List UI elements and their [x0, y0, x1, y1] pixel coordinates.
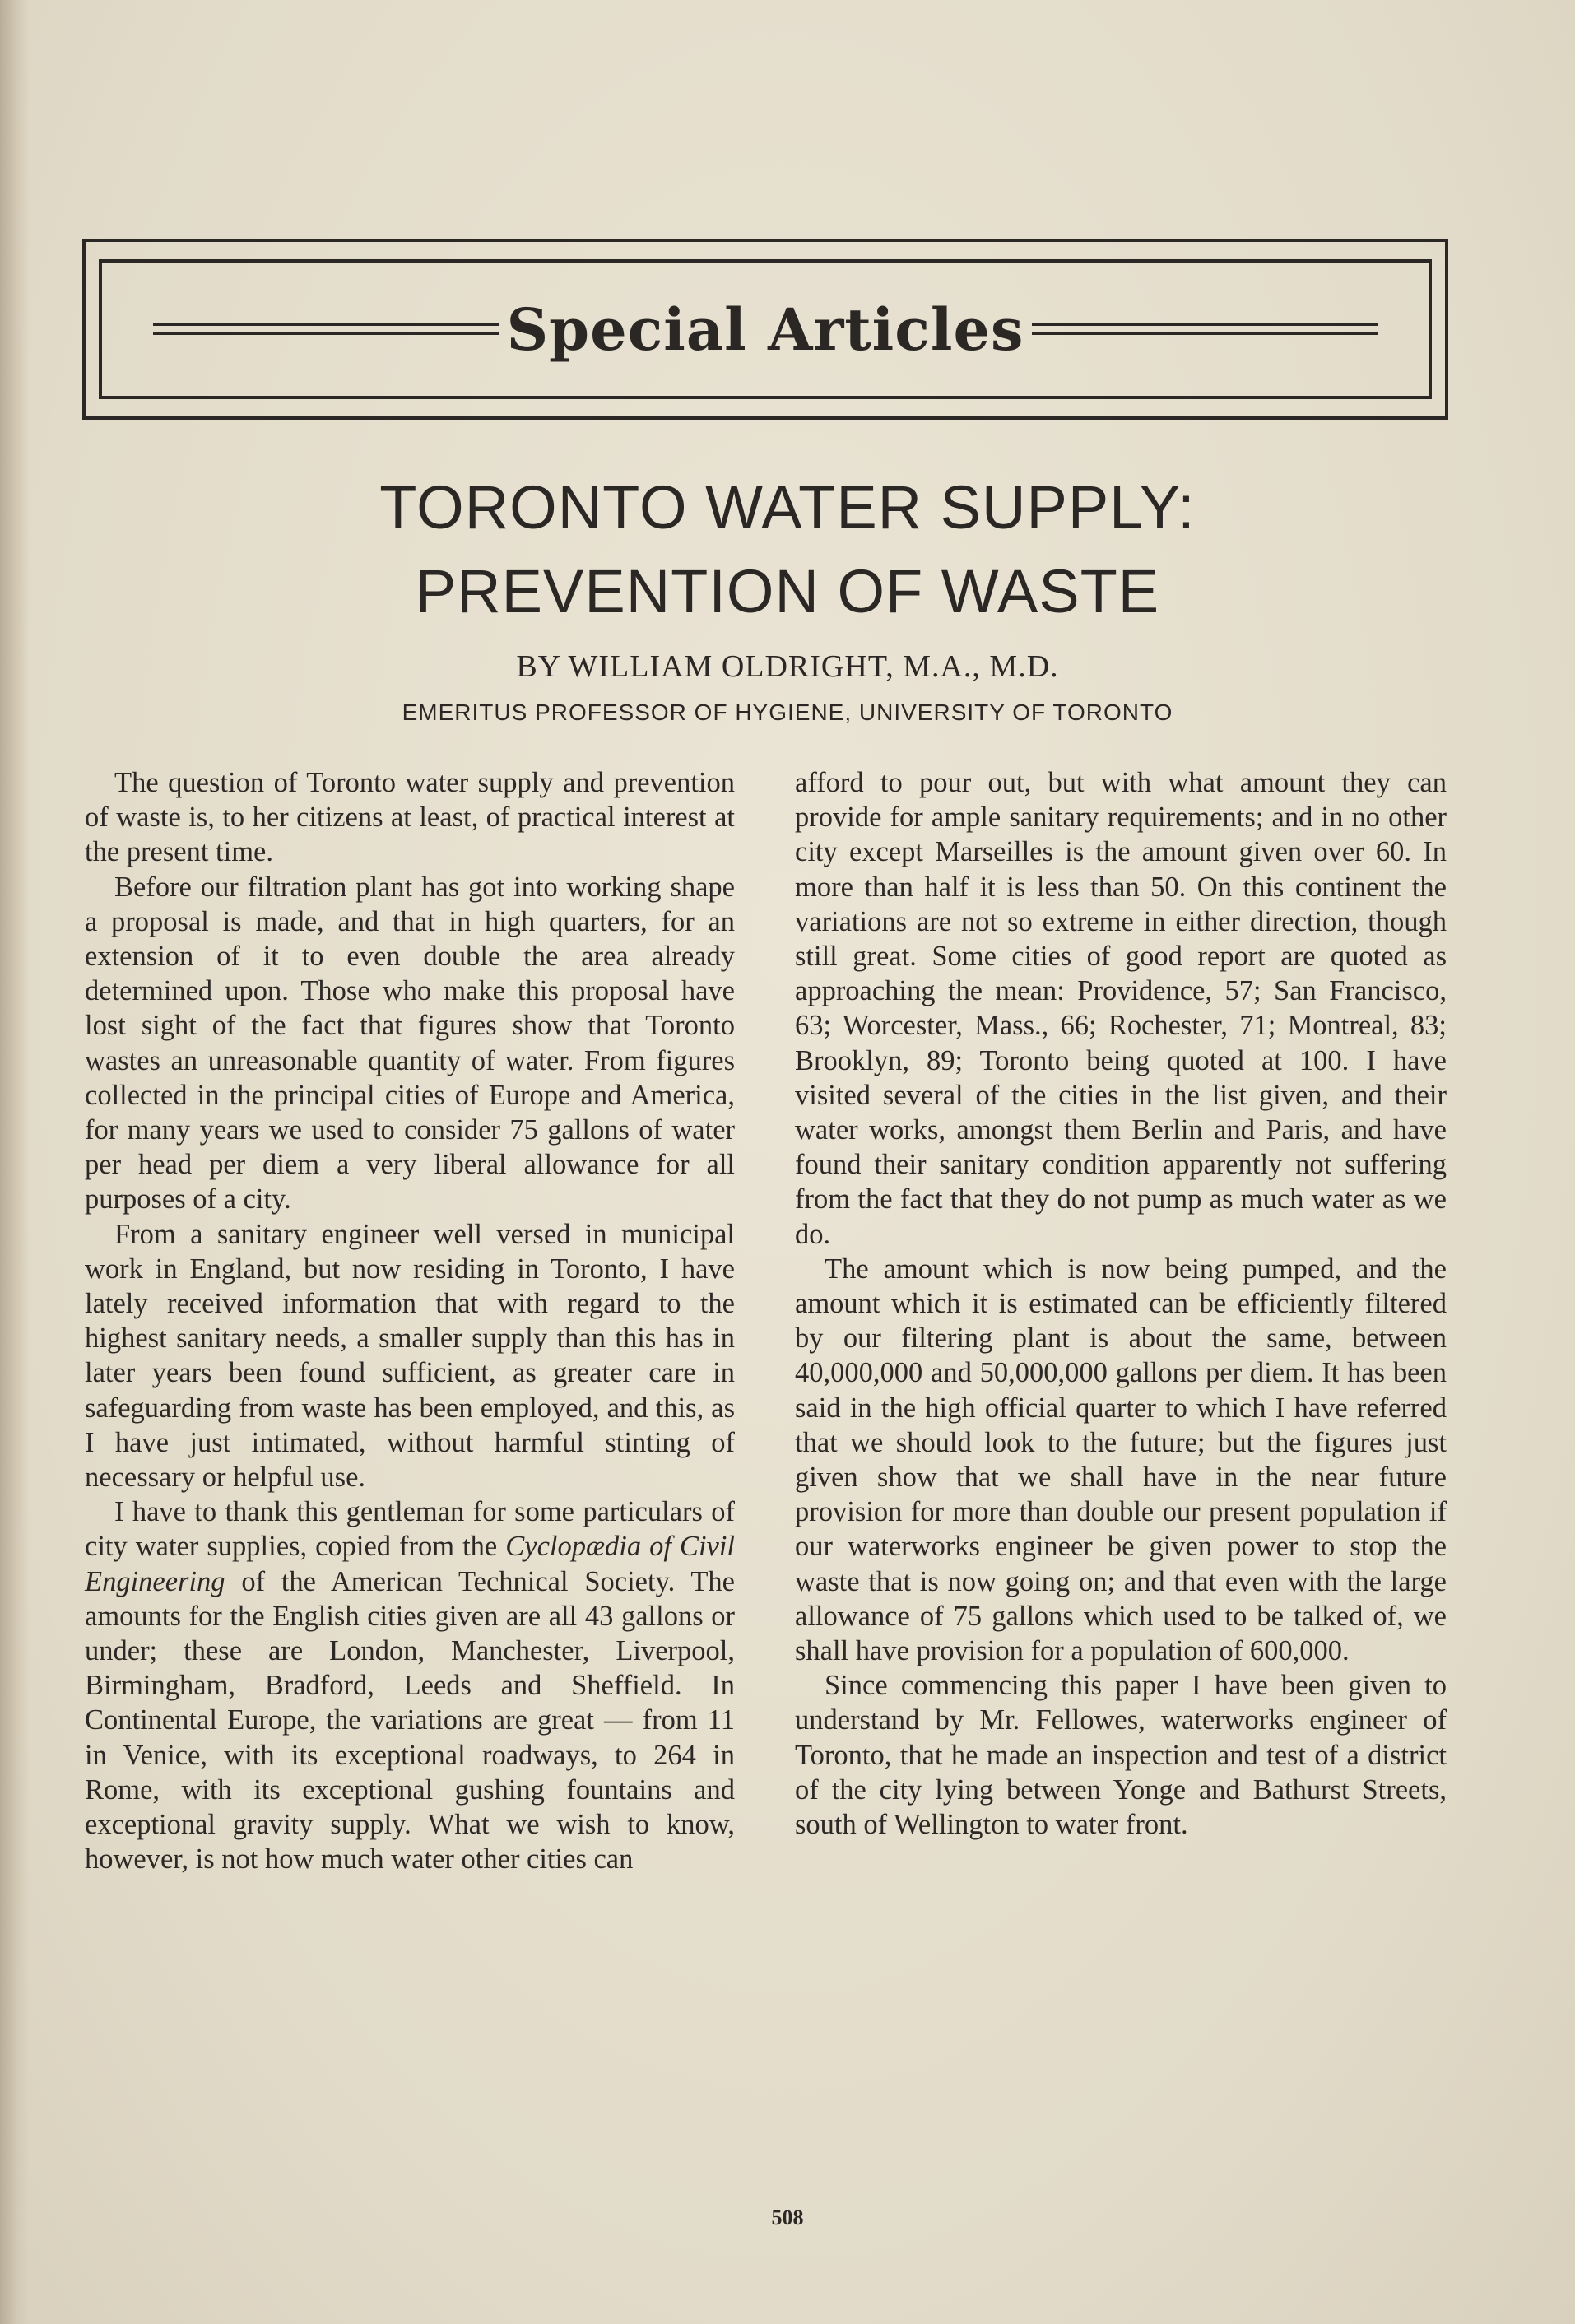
paragraph: Before our filtration plant has got into working shape a proposal is made, and that in high quarters, for an extension of it to even double the area already determined upon. Those who make this proposal have lost sight of the fact that figures show that Toronto wastes an unreasonable quantity of water. From figures collected in the principal cities of Europe and America, for many years we used to consider 75 gallons of water per head per diem a very liberal allowance for all purposes of a city. — [85, 871, 735, 1215]
section-title: Special Articles — [506, 295, 1024, 364]
page-number: 508 — [771, 2205, 804, 2229]
article-title-line1: TORONTO WATER SUPPLY: — [379, 473, 1196, 541]
paragraph-text: of the American Technical Society. The amounts for the English cities given are all 43 gallons or under; these are London, Manchester, Liverpool, Birmingham, Bradford, Leeds and Sheffield. In Continental Europe, the variations are great — from 11 in Venice, with its exceptional roadways, to 264 in Rome, with its exceptional gushing fountains and exceptional gravity supply. What we wish to know, however, is not how much water other cities can — [85, 1565, 735, 1875]
right-column — [795, 765, 1447, 1842]
article-title-line2: PREVENTION OF WASTE — [415, 557, 1160, 625]
section-header-frame-right — [1445, 239, 1448, 420]
paragraph: afford to pour out, but with what amount they can provide for ample sanitary requirements; and in no other city except Marseilles is the amount given over 60. In more than half it is less than 50. On this continent the variations are not so extreme in either direction, though still great. Some cities of good report are quoted as approaching the mean: Providence, 57; San Francisco, 63; Worcester, Mass., 66; Rochester, 71; Montreal, 83; Brooklyn, 89; Toronto being quoted at 100. I have visited several of the cities in the list given, and their water works, amongst them Berlin and Paris, and have found their sanitary condition apparently not suffering from the fact that they do not pump as much water as we do. — [795, 767, 1447, 1250]
cited-work-title: Cyclopædia of Civil Engineering — [85, 1531, 736, 1597]
paragraph: The amount which is now being pumped, and the amount which it is estimated can be efficiently filtered by our filtering plant is about the same, between 40,000,000 and 50,000,000 gallons per diem. It has been said in the high official quarter to which I have referred that we should look to the future; but the figures just given show that we shall have in the near future provision for more than double our present population if our waterworks engineer be given power to stop the waste that is now going on; and that even with the large allowance of 75 gallons which used to be talked of, we shall have provision for a population of 600,000. — [795, 1253, 1447, 1667]
section-header-frame-left — [82, 239, 86, 420]
paragraph: The question of Toronto water supply and prevention of waste is, to her citizens at least, of practical interest at the present time. — [85, 767, 735, 868]
paragraph — [85, 1494, 735, 1876]
header-rule-right — [1032, 323, 1378, 335]
paragraph-text: I have to thank this gentleman for some particulars of city water supplies, copied from the — [85, 1496, 735, 1563]
page-binding-edge — [0, 0, 30, 2324]
paragraph: Since commencing this paper I have been given to understand by Mr. Fellowes, waterworks engineer of Toronto, that he made an inspection and test of a district of the city lying between Yonge and Bathurst Streets, south of Wellington to water front. — [795, 1670, 1447, 1841]
paragraph: From a sanitary engineer well versed in municipal work in England, but now residing in Toronto, I have lately received information that with regard to the highest sanitary needs, a smaller supply than this has in later years been found sufficient, as greater care in safeguarding from waste has been employed, and this, as I have just intimated, without harmful stinting of necessary or helpful use. — [85, 1218, 735, 1494]
left-column — [85, 765, 735, 1877]
header-rule-left — [153, 323, 499, 335]
article-affiliation: EMERITUS PROFESSOR OF HYGIENE, UNIVERSITY OF TORONTO — [402, 700, 1173, 725]
article-byline: BY WILLIAM OLDRIGHT, M.A., M.D. — [516, 649, 1059, 684]
section-header — [99, 259, 1432, 399]
